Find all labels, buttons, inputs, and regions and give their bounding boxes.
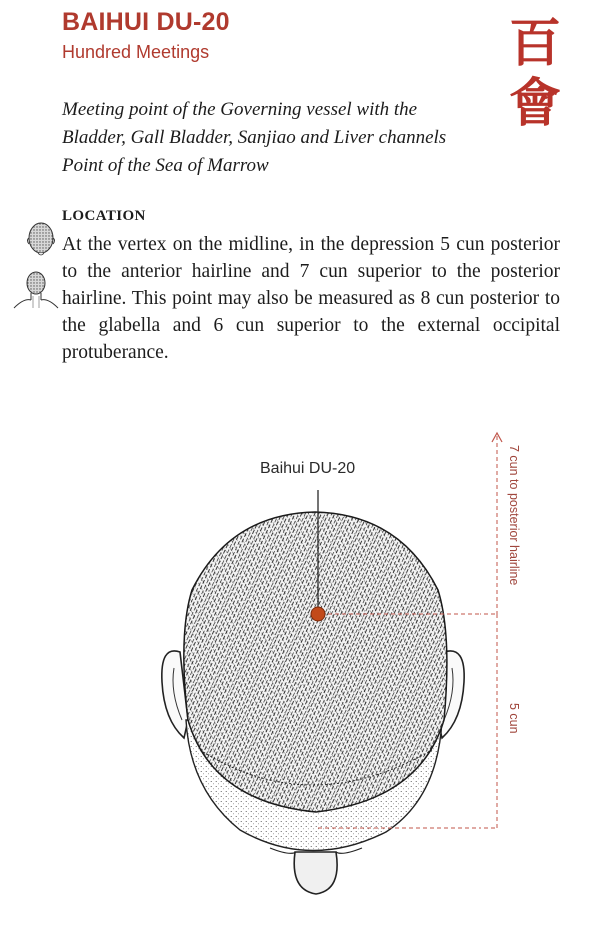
description-line: Bladder, Gall Bladder, Sanjiao and Liver channels: [62, 127, 447, 148]
point-title: BAIHUI DU-20: [62, 8, 230, 36]
baihui-point-marker: [311, 607, 325, 621]
head-top-view-icon: [24, 220, 58, 258]
head-illustration: [150, 420, 480, 910]
point-description: [62, 96, 512, 180]
description-line: Point of the Sea of Marrow: [62, 155, 269, 176]
location-heading: LOCATION: [62, 208, 146, 224]
point-label: Baihui DU-20: [260, 460, 356, 477]
upper-measurement-label: 7 cun to posterior hairline: [507, 445, 521, 586]
head-back-view-icon: [12, 270, 60, 310]
lower-measurement-label: 5 cun: [507, 703, 521, 734]
chinese-char-1: 百: [508, 13, 561, 74]
location-text: At the vertex on the midline, in the depression 5 cun posterior to the anterior hairline and 7 cun superior to the posterior hairline. This point may also be measured as 8 cun posterior to the glabella and 6 cun superior to the external occipital protuberance.: [62, 234, 560, 363]
point-subtitle: Hundred Meetings: [62, 42, 210, 62]
description-line: Meeting point of the Governing vessel with the: [62, 99, 418, 120]
chinese-char-2: 會: [508, 73, 561, 134]
